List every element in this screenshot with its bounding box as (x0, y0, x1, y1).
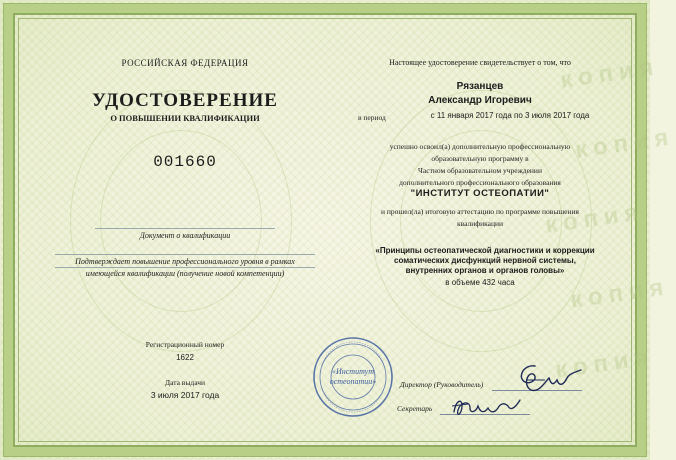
country-label: РОССИЙСКАЯ ФЕДЕРАЦИЯ (121, 58, 249, 68)
qualification-statement (55, 254, 315, 279)
program-text-line-4: дополнительного профессионального образования (399, 178, 561, 187)
document-subtitle: О ПОВЫШЕНИИ КВАЛИФИКАЦИИ (110, 113, 260, 123)
program-title (370, 246, 600, 276)
issue-date-label: Дата выдачи (164, 378, 206, 387)
watermark-5: копия (553, 343, 656, 384)
registration-number-label: Регистрационный номер (145, 340, 225, 349)
document-type-label: Документ о квалификации (95, 228, 275, 240)
holder-surname: Рязанцев (456, 81, 504, 92)
stamp-center-line-1: «Институт (332, 367, 374, 376)
watermark-3: копия (543, 198, 646, 239)
secretary-signature (448, 392, 528, 422)
certificate-intro: Настоящее удостоверение свидетельствует о том, что (389, 58, 571, 67)
qualification-statement-line-1: Подтверждает повышение профессионального уровня в рамках (55, 254, 315, 267)
institution-stamp (312, 336, 394, 418)
period-label: в период (358, 113, 386, 122)
watermark-4: копия (568, 273, 671, 314)
serial-number: 001660 (153, 153, 217, 171)
study-period: с 11 января 2017 года по 3 июля 2017 года (430, 111, 590, 120)
program-text-line-3: Частном образовательном учреждении (418, 166, 542, 175)
director-signature (505, 360, 585, 396)
watermark-2: копия (573, 123, 676, 164)
secretary-label: Секретарь (397, 404, 433, 413)
attestation-text-line-2: квалификации (456, 219, 503, 228)
qualification-statement-line-2: имеющейся квалификации (получение новой компетенции) (55, 267, 315, 279)
registration-number: 1622 (176, 353, 194, 362)
issue-date: 3 июля 2017 года (150, 390, 220, 400)
watermark-1: копия (558, 53, 661, 94)
stamp-center-line-2: остеопатии» (329, 377, 377, 386)
director-label: Директор (Руководитель) (400, 380, 484, 389)
program-title-line-1: «Принципы остеопатической диагностики и коррекции (375, 246, 595, 255)
program-text-line-1: успешно освоил(а) дополнительную профессиональную (389, 142, 571, 151)
program-volume: в объеме 432 часа (445, 278, 515, 287)
program-text-line-2: образовательную программу в (431, 154, 529, 163)
document-title: УДОСТОВЕРЕНИЕ (92, 90, 278, 111)
holder-name: Александр Игоревич (428, 95, 532, 106)
program-title-line-3: внутренних органов и органов головы» (405, 266, 565, 275)
program-title-line-2: соматических дисфункций нервной системы, (394, 256, 576, 265)
institution-name: "ИНСТИТУТ ОСТЕОПАТИИ" (410, 188, 550, 199)
attestation-text-line-1: и прошел(ла) итоговую аттестацию по программе повышения (381, 207, 579, 216)
